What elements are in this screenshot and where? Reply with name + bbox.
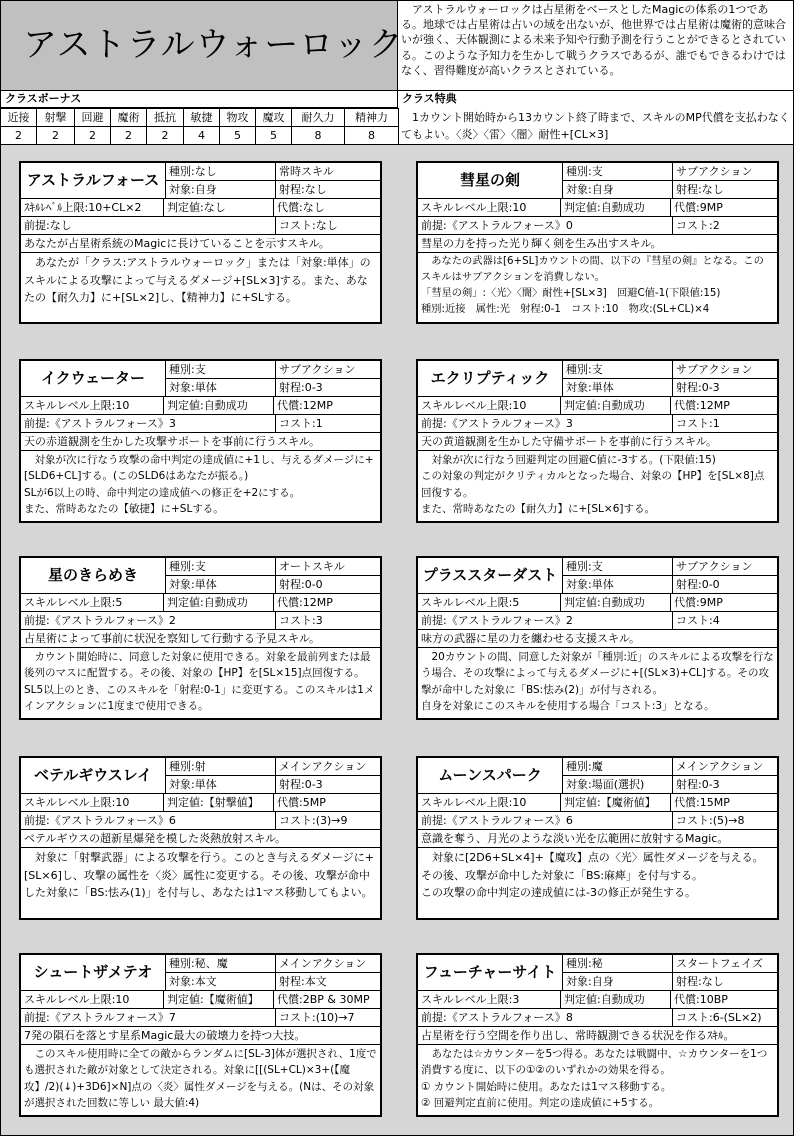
bonus-stat-value: 2 <box>75 127 111 145</box>
skill-effect-line: あなたの武器は[6+SL]カウントの間、以下の『彗星の剣』となる。このスキルはサブアクションを消費しない。 <box>421 255 764 283</box>
skill-flavor: 占星術を行う空間を作り出し、常時観測できる状況を作るｽｷﾙ。 <box>418 1027 777 1045</box>
skill-effect-line: ② 回避判定直前に使用。判定の達成値に+5する。 <box>421 1096 660 1109</box>
skill-effect <box>21 253 380 318</box>
skill-flavor: 天の黄道観測を生かした守備サポートを事前に行うスキル。 <box>418 433 777 451</box>
skill-target: 対象:本文 <box>166 973 276 991</box>
skill-flavor: 彗星の力を持った光り輝く剣を生み出すスキル。 <box>418 235 777 253</box>
skill-kind: 種別:支 <box>563 558 673 576</box>
skill-timing: サブアクション <box>673 361 777 379</box>
class-title: アストラルウォーロック <box>23 25 404 66</box>
skill-effect-line: あなたは☆カウンターを5つ得る。あなたは戦闘中、☆カウンターを1つ消費する度に、以下の①②のいずれかの効果を得る。 <box>421 1048 768 1077</box>
skill-effect-line: 対象に[2D6+SL×4]+【魔攻】点の〈光〉属性ダメージを与える。その後、攻撃が命中した対象に「BS:麻痺」を付与する。 <box>421 851 764 882</box>
skill-name: シュートザメテオ <box>21 955 166 990</box>
skill-effect <box>21 451 380 517</box>
skill-cards-area <box>0 145 794 1136</box>
skill-judge: 判定値:自動成功 <box>561 199 671 216</box>
skill-kind: 種別:秘、魔 <box>166 955 276 973</box>
skill-effect-line: 種別:近接 属性:光 射程:0-1 コスト:10 物攻:(SL+CL)×4 <box>421 302 710 315</box>
skill-effect-line: ① カウント開始時に使用。あなたは1マス移動する。 <box>421 1080 672 1093</box>
skill-cost: 代償:5MP <box>277 796 326 809</box>
skill-name: ベテルギウスレイ <box>21 758 166 793</box>
skill-name: アストラルフォース <box>21 163 166 198</box>
class-bonus-table <box>0 108 399 145</box>
bonus-stat-label: 物攻 <box>220 109 256 127</box>
skill-judge: 判定値:自動成功 <box>561 594 671 611</box>
skill-cost-points: コスト:2 <box>676 219 720 232</box>
skill-flavor: 7発の隕石を落とす星系Magic最大の破壊力を持つ大技。 <box>21 1027 380 1045</box>
bonus-stat-value: 8 <box>292 127 345 145</box>
skill-effect-line: 対象が次に行なう攻撃の命中判定の達成値に+1し、与えるダメージに+[SLD6+CL]する。(このSLD6はあなたが振る。) <box>24 454 374 483</box>
skill-cost: 代償:9MP <box>674 596 723 609</box>
skill-judge: 判定値:自動成功 <box>164 397 274 414</box>
skill-range: 射程:なし <box>676 183 724 196</box>
skill-card <box>416 953 779 1117</box>
bonus-stat-value: 2 <box>1 127 37 145</box>
skill-timing: メインアクション <box>673 758 777 776</box>
skill-effect-line: 対象が次に行なう回避判定の回避C値に-3する。(下限値:15) <box>421 454 716 466</box>
skill-kind: 種別:魔 <box>563 758 673 776</box>
skill-flavor: 天の赤道観測を生かした攻撃サポートを事前に行うスキル。 <box>21 433 380 451</box>
skill-judge: 判定値:【魔術値】 <box>164 991 274 1008</box>
skill-prereq: 前提:なし <box>21 217 276 234</box>
skill-name: フューチャーサイト <box>418 955 563 990</box>
skill-prereq: 前提:《アストラルフォース》8 <box>418 1009 673 1026</box>
skill-cost: 代償:12MP <box>277 399 333 412</box>
skill-range: 射程:なし <box>279 183 327 196</box>
skill-cost: 代償:9MP <box>674 201 723 214</box>
skill-prereq: 前提:《アストラルフォース》6 <box>418 812 673 829</box>
bonus-stat-value: 2 <box>111 127 147 145</box>
skill-effect-line: このスキル使用時に全ての敵からランダムに[SL-3]体が選択され、1度でも選択された敵が対象として決定される。対象に[[(SL+CL)×3+(【魔攻】/2)(↓)+3D6]×N]点の〈炎〉属性ダメージを与える。(Nは、その対象が選択された回数に等しい 最大値:4) <box>24 1048 377 1109</box>
skill-cost: 代償:12MP <box>277 596 333 609</box>
skill-prereq: 前提:《アストラルフォース》6 <box>21 812 276 829</box>
bonus-stat-value: 4 <box>184 127 220 145</box>
skill-cost-points: コスト:3 <box>279 614 323 627</box>
skill-effect <box>21 648 380 714</box>
skill-effect-line: カウント開始時に、同意した対象に使用できる。対象を最前列または最後列のマスに配置する。その後、対象の【HP】を[SL×15]点回復する。SL5以上のとき、このスキルを「射程:0-1」に変更する。このスキルは1メインアクションに1度まで使用できる。 <box>24 651 375 712</box>
skill-effect-line: SLが6以上の時、命中判定の達成値への修正を+2にする。 <box>24 486 301 499</box>
bonus-stat-value: 2 <box>37 127 75 145</box>
skill-level-cap: スキルレベル上限:10 <box>418 199 561 216</box>
skill-target: 対象:単体 <box>166 576 276 594</box>
class-bonus-label: クラスボーナス <box>0 91 398 108</box>
skill-prereq: 前提:《アストラルフォース》7 <box>21 1009 276 1026</box>
skill-target: 対象:自身 <box>563 973 673 991</box>
skill-name: イクウェーター <box>21 361 166 396</box>
bonus-stat-value: 2 <box>147 127 184 145</box>
skill-timing: サブアクション <box>673 163 777 181</box>
skill-cost: 代償:15MP <box>674 796 730 809</box>
skill-card <box>416 161 779 324</box>
skill-target: 対象:自身 <box>166 181 276 199</box>
skill-level-cap: スキルレベル上限:10 <box>21 991 164 1008</box>
skill-cost: 代償:なし <box>277 201 325 214</box>
skill-kind: 種別:支 <box>563 163 673 181</box>
skill-name: エクリプティック <box>418 361 563 396</box>
skill-target: 対象:単体 <box>166 379 276 397</box>
skill-prereq: 前提:《アストラルフォース》2 <box>418 612 673 629</box>
skill-range: 射程:0-3 <box>676 381 720 394</box>
skill-flavor: 味方の武器に星の力を纏わせる支援スキル。 <box>418 630 777 648</box>
skill-effect-line: あなたが「クラス:アストラルウォーロック」または「対象:単体」のスキルによる攻撃によって与えるダメージ+[SL×3]する。また、あなたの【耐久力】に+[SL×2]し、【精神力】に+SLする。 <box>24 256 371 304</box>
skill-timing: オートスキル <box>276 558 380 576</box>
bonus-stat-label: 魔攻 <box>256 109 292 127</box>
skill-effect <box>418 648 777 714</box>
skill-prereq: 前提:《アストラルフォース》3 <box>21 415 276 432</box>
skill-effect-line: この攻撃の命中判定の達成値には-3の修正が発生する。 <box>421 886 696 899</box>
skill-prereq: 前提:《アストラルフォース》2 <box>21 612 276 629</box>
skill-effect-line: 対象に「射撃武器」による攻撃を行う。このとき与えるダメージに+[SL×6]し、攻撃の属性を〈炎〉属性に変更する。その後、攻撃が命中した対象に「BS:怯み(1)」を付与し、あなたは1マス移動してもよい。 <box>24 851 374 899</box>
skill-effect <box>418 1045 777 1111</box>
skill-level-cap: スキルレベル上限:5 <box>418 594 561 611</box>
skill-level-cap: ｽｷﾙﾚﾍﾞﾙ上限:10+CL×2 <box>21 199 164 216</box>
skill-target: 対象:場面(選択) <box>563 776 673 794</box>
skill-effect <box>21 1045 380 1111</box>
skill-range: 射程:0-3 <box>676 778 720 791</box>
skill-range: 射程:なし <box>676 975 724 988</box>
skill-kind: 種別:射 <box>166 758 276 776</box>
skill-judge: 判定値:【魔術値】 <box>561 794 671 811</box>
skill-name: ムーンスパーク <box>418 758 563 793</box>
skill-card <box>19 161 382 324</box>
skill-card <box>416 359 779 523</box>
skill-flavor: 占星術によって事前に状況を察知して行動する予見スキル。 <box>21 630 380 648</box>
bonus-header-row <box>1 109 399 127</box>
skill-effect <box>21 848 380 914</box>
skill-range: 射程:0-3 <box>279 778 323 791</box>
skill-kind: 種別:なし <box>166 163 276 181</box>
bonus-stat-label: 魔術 <box>111 109 147 127</box>
skill-card <box>19 359 382 523</box>
skill-effect-line: 20カウントの間、同意した対象が「種別:近」のスキルによる攻撃を行なう場合、その攻撃によって与えるダメージに+[(SL×3)+CL]する。その攻撃が命中した対象に「BS:怯み(2)」が付与される。 <box>421 651 774 696</box>
skill-range: 射程:0-0 <box>279 578 323 591</box>
class-perk-label: クラス特典 <box>398 91 794 108</box>
skill-timing: 常時スキル <box>276 163 380 181</box>
skill-level-cap: スキルレベル上限:10 <box>418 397 561 414</box>
skill-judge: 判定値:自動成功 <box>561 397 671 414</box>
skill-card <box>19 953 382 1117</box>
class-description: アストラルウォーロックは占星術をベースとしたMagicの体系の1つである。地球では占星術は占いの域を出ないが、他世界では占星術は魔術的意味合いが強く、天体観測による未来予知や行動予測を行うことができるとされている。このような予知力を生かして戦うクラスであるが、誰でもできるわけではなく、習得難度が高いクラスとされている。 <box>398 0 794 91</box>
skill-level-cap: スキルレベル上限:10 <box>21 794 164 811</box>
bonus-stat-label: 敏捷 <box>184 109 220 127</box>
bonus-stat-label: 近接 <box>1 109 37 127</box>
skill-level-cap: スキルレベル上限:10 <box>418 794 561 811</box>
skill-cost-points: コスト:1 <box>279 417 323 430</box>
skill-effect-line: また、常時あなたの【耐久力】に+[SL×6]する。 <box>421 502 655 515</box>
bonus-stat-label: 精神力 <box>345 109 399 127</box>
skill-name: プラススターダスト <box>418 558 563 593</box>
skill-prereq: 前提:《アストラルフォース》0 <box>418 217 673 234</box>
skill-target: 対象:単体 <box>563 576 673 594</box>
bonus-stat-value: 5 <box>220 127 256 145</box>
skill-timing: サブアクション <box>276 361 380 379</box>
skill-cost-points: コスト:6-(SL×2) <box>676 1011 762 1024</box>
bonus-value-row <box>1 127 399 145</box>
skill-prereq: 前提:《アストラルフォース》3 <box>418 415 673 432</box>
class-title-box <box>0 0 404 91</box>
skill-card <box>416 756 779 920</box>
skill-kind: 種別:支 <box>166 361 276 379</box>
skill-kind: 種別:支 <box>563 361 673 379</box>
bonus-stat-label: 射撃 <box>37 109 75 127</box>
bonus-stat-label: 回避 <box>75 109 111 127</box>
skill-name: 彗星の剣 <box>418 163 563 198</box>
skill-cost-points: コスト:(3)→9 <box>279 814 348 827</box>
skill-kind: 種別:秘 <box>563 955 673 973</box>
skill-effect-line: 「彗星の剣」:〈光〉〈闇〉耐性+[SL×3] 回避C値-1(下限値:15) <box>421 286 721 299</box>
skill-timing: サブアクション <box>673 558 777 576</box>
class-perk-text: 1カウント開始時から13カウント終了時まで、スキルのMP代償を支払わなくてもよい。〈炎〉〈雷〉〈闇〉耐性+[CL×3] <box>398 108 794 145</box>
skill-range: 射程:0-0 <box>676 578 720 591</box>
skill-judge: 判定値:自動成功 <box>164 594 274 611</box>
bonus-stat-value: 5 <box>256 127 292 145</box>
skill-timing: メインアクション <box>276 955 380 973</box>
skill-card <box>19 556 382 720</box>
skill-effect <box>418 253 777 318</box>
skill-range: 射程:0-3 <box>279 381 323 394</box>
bonus-stat-label: 耐久力 <box>292 109 345 127</box>
skill-cost-points: コスト:(5)→8 <box>676 814 745 827</box>
skill-card <box>416 556 779 720</box>
skill-level-cap: スキルレベル上限:3 <box>418 991 561 1008</box>
class-header <box>0 0 794 145</box>
skill-target: 対象:自身 <box>563 181 673 199</box>
skill-cost: 代償:2BP & 30MP <box>277 993 370 1006</box>
skill-timing: メインアクション <box>276 758 380 776</box>
skill-effect <box>418 848 777 914</box>
skill-cost-points: コスト:(10)→7 <box>279 1011 355 1024</box>
skill-kind: 種別:支 <box>166 558 276 576</box>
bonus-stat-value: 8 <box>345 127 399 145</box>
skill-timing: スタートフェイズ <box>673 955 777 973</box>
skill-flavor: ベテルギウスの超新星爆発を模した炎熱放射スキル。 <box>21 830 380 848</box>
skill-judge: 判定値:なし <box>164 199 274 216</box>
skill-cost: 代償:12MP <box>674 399 730 412</box>
skill-effect-line: 自身を対象にこのスキルを使用する場合「コスト:3」となる。 <box>421 699 715 712</box>
skill-flavor: 意識を奪う、月光のような淡い光を広範囲に放射するMagic。 <box>418 830 777 848</box>
skill-effect-line: この対象の判定がクリティカルとなった場合、対象の【HP】を[SL×8]点回復する。 <box>421 470 765 499</box>
skill-cost-points: コスト:1 <box>676 417 720 430</box>
skill-cost-points: コスト:4 <box>676 614 720 627</box>
skill-card <box>19 756 382 920</box>
bonus-stat-label: 抵抗 <box>147 109 184 127</box>
skill-flavor: あなたが占星術系統のMagicに長けていることを示すスキル。 <box>21 235 380 253</box>
skill-level-cap: スキルレベル上限:5 <box>21 594 164 611</box>
skill-judge: 判定値:【射撃値】 <box>164 794 274 811</box>
skill-judge: 判定値:自動成功 <box>561 991 671 1008</box>
skill-level-cap: スキルレベル上限:10 <box>21 397 164 414</box>
skill-target: 対象:単体 <box>563 379 673 397</box>
skill-cost: 代償:10BP <box>674 993 728 1006</box>
skill-range: 射程:本文 <box>279 975 327 988</box>
skill-name: 星のきらめき <box>21 558 166 593</box>
skill-effect <box>418 451 777 517</box>
skill-effect-line: また、常時あなたの【敏捷】に+SLする。 <box>24 502 224 515</box>
skill-target: 対象:単体 <box>166 776 276 794</box>
skill-cost-points: コスト:なし <box>279 219 338 232</box>
